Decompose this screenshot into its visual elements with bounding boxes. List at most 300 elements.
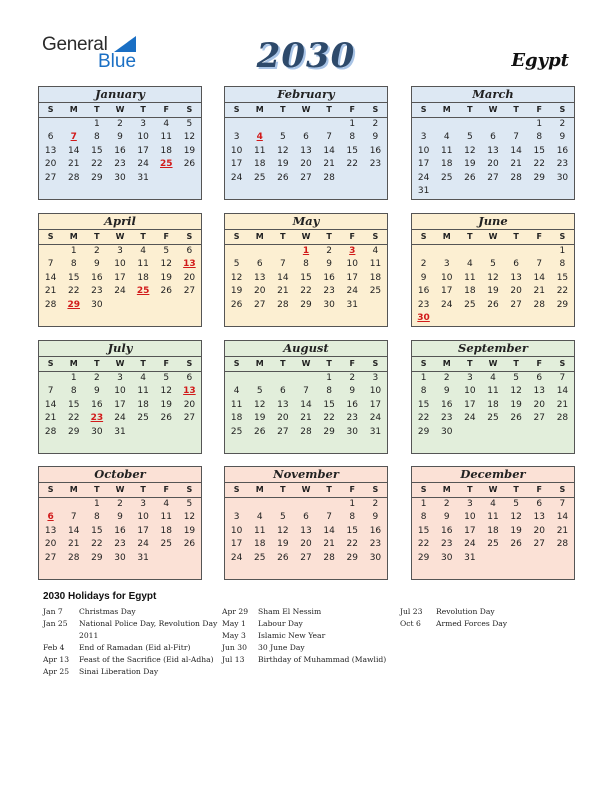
day-cell: 26 [230,299,243,310]
weekday-label: T [280,105,286,114]
empty-cell [178,172,201,186]
empty-cell [62,118,85,132]
month-title: May [225,214,387,230]
day-cell: 24 [114,413,126,423]
weekday-header [39,230,201,245]
week-row [39,399,201,413]
day-cell: 12 [253,399,266,410]
day-cell: 17 [346,272,358,283]
day-cell: 19 [160,272,172,283]
day-cell: 1 [349,118,356,129]
day-cell: 25 [464,299,476,310]
day-cell: 18 [160,145,172,156]
empty-cell [412,245,435,259]
day-cell: 4 [466,259,473,269]
weekday-label: S [47,359,54,368]
day-cell: 1 [559,245,566,256]
day-cell: 25 [487,413,499,423]
weekday-header [225,103,387,118]
day-cell: 24 [464,539,476,549]
weekday-label: F [163,485,169,494]
empty-cell [435,118,458,132]
day-cell: 16 [323,272,335,283]
months-grid [38,86,575,579]
empty-cell [551,185,574,199]
day-cell: 13 [487,145,499,156]
day-cell: 8 [349,132,356,142]
week-row [412,426,574,440]
weekday-label: T [140,359,146,368]
weekday-label: W [115,359,125,368]
empty-cell [155,552,178,566]
day-cell: 22 [67,413,80,423]
holiday-item [43,642,217,654]
day-cell: 29 [91,172,103,183]
month-title: November [225,467,387,483]
day-cell: 17 [464,525,476,536]
weekday-label: S [186,232,193,241]
month-august [224,340,388,454]
weekday-label: T [513,232,519,241]
day-cell: 14 [323,145,335,156]
day-cell: 26 [183,159,196,169]
week-row [412,552,574,566]
weekday-label: S [420,359,427,368]
day-cell: 17 [369,399,382,410]
empty-cell [225,372,248,386]
day-cell: 25 [230,426,243,437]
day-cell: 12 [277,525,289,536]
day-cell: 13 [44,145,57,156]
month-title: June [412,214,574,230]
day-cell: 30 [114,172,126,183]
weekday-label: T [326,232,332,241]
day-cell: 6 [47,132,54,142]
weekday-label: S [186,359,193,368]
day-cell: 31 [464,552,476,563]
weekday-label: M [442,359,451,368]
empty-cell [458,185,481,199]
day-cell: 16 [440,399,453,410]
holiday-name: 2011 [79,631,99,640]
week-row [39,172,201,186]
empty-cell [294,372,317,386]
week-row [412,272,574,286]
day-cell: 19 [183,525,196,536]
day-cell: 28 [533,299,545,310]
week-row [412,498,574,512]
week-row [225,412,387,426]
day-cell: 27 [300,552,312,563]
empty-cell [39,245,62,259]
week-row [39,118,201,132]
weekday-label: S [233,485,240,494]
day-cell: 16 [114,145,126,156]
weekday-label: T [94,485,100,494]
weekday-header [39,357,201,372]
day-cell: 19 [464,159,476,169]
weekday-label: F [349,359,355,368]
day-cell: 17 [464,399,476,410]
day-cell: 28 [556,539,569,549]
empty-cell [505,312,528,326]
day-cell: 18 [440,159,453,169]
day-cell: 27 [533,539,545,549]
day-cell: 3 [117,372,123,383]
week-row [412,538,574,552]
empty-cell [248,498,271,512]
week-row [39,552,201,566]
empty-cell [318,498,341,512]
holiday-name: 30 June Day [258,643,305,652]
day-cell: 10 [230,145,243,156]
day-cell: 9 [559,132,566,142]
weekday-label: M [69,232,78,241]
week-row [412,372,574,386]
day-cell: 26 [277,172,289,183]
week-row [225,299,387,313]
holiday-day: 7 [70,132,77,142]
holiday-date: Apr 25 [43,667,70,676]
holiday-day: 29 [67,299,80,310]
day-cell: 22 [91,539,103,549]
week-row [412,312,574,326]
day-cell: 9 [93,259,100,269]
day-cell: 4 [490,498,496,509]
day-cell: 4 [443,132,450,142]
weekday-label: W [301,232,311,241]
day-cell: 16 [369,525,382,536]
day-cell: 3 [443,259,450,269]
weekday-label: F [163,359,169,368]
month-title: January [39,87,201,103]
day-cell: 18 [369,272,382,283]
day-cell: 9 [372,512,379,522]
day-cell: 14 [323,525,335,536]
weekday-header [39,483,201,498]
day-cell: 9 [349,386,356,396]
day-cell: 12 [510,512,522,522]
weekday-label: M [255,485,264,494]
day-cell: 27 [183,286,196,296]
day-cell: 21 [323,159,335,169]
day-cell: 8 [70,259,77,269]
day-cell: 9 [372,132,379,142]
day-cell: 7 [326,512,332,522]
holidays-title: 2030 Holidays for Egypt [43,591,157,602]
empty-cell [458,426,481,440]
weekday-label: M [69,359,78,368]
day-cell: 24 [369,413,382,423]
week-row [39,158,201,172]
day-cell: 27 [44,172,57,183]
day-cell: 2 [559,118,566,129]
holiday-day: 13 [183,386,196,396]
month-title: April [39,214,201,230]
day-cell: 21 [556,399,569,410]
weekday-header [225,483,387,498]
day-cell: 5 [163,372,170,383]
day-cell: 8 [93,132,100,142]
weekday-label: T [326,105,332,114]
month-title: July [39,341,201,357]
weekday-label: S [559,485,566,494]
day-cell: 5 [513,372,519,383]
day-cell: 9 [117,132,123,142]
day-cell: 21 [556,525,569,536]
week-row [225,385,387,399]
weekday-label: S [186,105,193,114]
day-cell: 26 [160,286,172,296]
day-cell: 23 [346,413,358,423]
weekday-label: M [442,232,451,241]
day-cell: 25 [487,539,499,549]
day-cell: 25 [253,552,266,563]
day-cell: 15 [346,525,358,536]
day-cell: 13 [300,525,312,536]
weekday-label: T [467,105,473,114]
day-cell: 28 [67,172,80,183]
day-cell: 22 [91,159,103,169]
day-cell: 21 [533,286,545,296]
weekday-label: S [372,485,379,494]
day-cell: 7 [326,132,332,142]
holiday-name: Sinai Liberation Day [79,667,159,676]
empty-cell [505,426,528,440]
weekday-label: S [559,359,566,368]
empty-cell [551,426,574,440]
day-cell: 17 [440,286,453,296]
weekday-label: S [186,485,193,494]
day-cell: 20 [533,525,545,536]
day-cell: 21 [510,159,522,169]
weekday-label: T [94,359,100,368]
day-cell: 3 [140,118,146,129]
day-cell: 9 [326,259,332,269]
weekday-label: M [69,105,78,114]
day-cell: 20 [487,159,499,169]
empty-cell [271,372,294,386]
calendar-year: 2030 [256,36,356,76]
week-row [412,245,574,259]
day-cell: 21 [44,286,57,296]
day-cell: 11 [160,512,172,522]
empty-cell [294,498,317,512]
empty-cell [155,426,178,440]
day-cell: 3 [140,498,146,509]
day-cell: 20 [253,286,266,296]
week-row [412,299,574,313]
day-cell: 8 [559,259,566,269]
day-cell: 11 [137,259,149,269]
day-cell: 27 [183,413,196,423]
empty-cell [505,118,528,132]
holiday-day: 23 [90,413,104,423]
empty-cell [528,185,551,199]
week-row [225,372,387,386]
day-cell: 31 [369,426,382,437]
holiday-item [222,630,386,642]
weekday-header [412,103,574,118]
holiday-name: Birthday of Muhammad (Mawlid) [258,655,387,664]
day-cell: 5 [186,118,193,129]
day-cell: 29 [91,552,103,563]
day-cell: 29 [67,426,80,437]
holiday-name: Sham El Nessim [258,607,322,616]
day-cell: 26 [464,172,476,183]
day-cell: 15 [533,145,545,156]
day-cell: 20 [183,272,196,283]
day-cell: 6 [303,132,309,142]
weekday-label: T [326,485,332,494]
day-cell: 11 [137,386,149,396]
day-cell: 29 [300,299,312,310]
day-cell: 20 [533,399,545,410]
month-may [224,213,388,327]
empty-cell [528,552,551,566]
logo-triangle-icon [114,36,136,52]
empty-cell [39,498,62,512]
weekday-label: S [559,232,566,241]
day-cell: 20 [44,539,57,549]
holiday-date: Jul 13 [222,655,245,664]
day-cell: 6 [303,512,309,522]
holiday-name: Islamic New Year [258,631,326,640]
day-cell: 26 [277,552,289,563]
day-cell: 11 [464,272,476,283]
day-cell: 20 [510,286,522,296]
week-row [225,538,387,552]
day-cell: 27 [44,552,57,563]
weekday-label: T [280,232,286,241]
day-cell: 30 [323,299,335,310]
day-cell: 27 [277,426,289,437]
day-cell: 17 [137,145,149,156]
day-cell: 4 [140,372,146,383]
empty-cell [528,245,551,259]
day-cell: 16 [346,399,358,410]
empty-cell [248,372,271,386]
day-cell: 11 [440,145,453,156]
weekday-label: T [513,105,519,114]
day-cell: 25 [440,172,453,183]
weekday-label: W [301,105,311,114]
day-cell: 21 [323,539,335,549]
general-blue-logo [42,34,142,72]
day-cell: 28 [44,426,57,437]
empty-cell [505,245,528,259]
weekday-label: M [442,485,451,494]
day-cell: 22 [323,413,335,423]
month-march [411,86,575,200]
holiday-day: 4 [256,132,263,142]
weekday-label: T [140,232,146,241]
day-cell: 30 [369,552,382,563]
day-cell: 16 [440,525,453,536]
week-row [225,118,387,132]
day-cell: 19 [510,399,522,410]
day-cell: 22 [533,159,545,169]
empty-cell [294,118,317,132]
weekday-label: F [349,105,355,114]
day-cell: 27 [300,172,312,183]
day-cell: 14 [67,145,80,156]
week-row [225,158,387,172]
week-row [39,385,201,399]
day-cell: 26 [183,539,196,549]
month-title: December [412,467,574,483]
day-cell: 18 [160,525,172,536]
day-cell: 19 [277,539,289,549]
day-cell: 7 [47,259,54,269]
day-cell: 27 [533,413,545,423]
month-july [38,340,202,454]
weekday-header [225,230,387,245]
day-cell: 15 [67,399,80,410]
day-cell: 12 [160,259,172,269]
day-cell: 2 [326,245,332,256]
weekday-label: F [349,232,355,241]
weekday-label: F [163,105,169,114]
weekday-label: F [536,485,542,494]
empty-cell [39,372,62,386]
holiday-date: Apr 29 [222,607,249,616]
day-cell: 18 [137,399,149,410]
day-cell: 7 [70,512,77,522]
day-cell: 5 [279,512,286,522]
empty-cell [155,172,178,186]
empty-cell [481,312,504,326]
day-cell: 7 [559,372,566,383]
day-cell: 13 [277,399,289,410]
day-cell: 18 [464,286,476,296]
day-cell: 1 [326,372,332,383]
day-cell: 25 [160,539,172,549]
month-title: October [39,467,201,483]
week-row [225,525,387,539]
empty-cell [528,312,551,326]
empty-cell [505,185,528,199]
day-cell: 19 [160,399,172,410]
day-cell: 6 [256,259,263,269]
day-cell: 12 [464,145,476,156]
weekday-label: T [467,359,473,368]
day-cell: 29 [323,426,335,437]
weekday-label: S [420,105,427,114]
day-cell: 12 [183,132,196,142]
month-title: March [412,87,574,103]
weekday-label: T [94,105,100,114]
day-cell: 2 [349,372,356,383]
day-cell: 2 [443,372,450,383]
day-cell: 11 [253,145,266,156]
weekday-label: S [47,232,54,241]
day-cell: 14 [556,512,569,522]
day-cell: 7 [47,386,54,396]
week-row [225,258,387,272]
empty-cell [435,185,458,199]
weekday-label: S [372,232,379,241]
day-cell: 15 [67,272,80,283]
day-cell: 6 [536,372,543,383]
day-cell: 4 [372,245,379,256]
month-october [38,466,202,580]
day-cell: 18 [487,399,499,410]
day-cell: 2 [93,372,100,383]
logo-blue-text: Blue [98,51,137,72]
day-cell: 14 [533,272,545,283]
day-cell: 18 [230,413,243,423]
